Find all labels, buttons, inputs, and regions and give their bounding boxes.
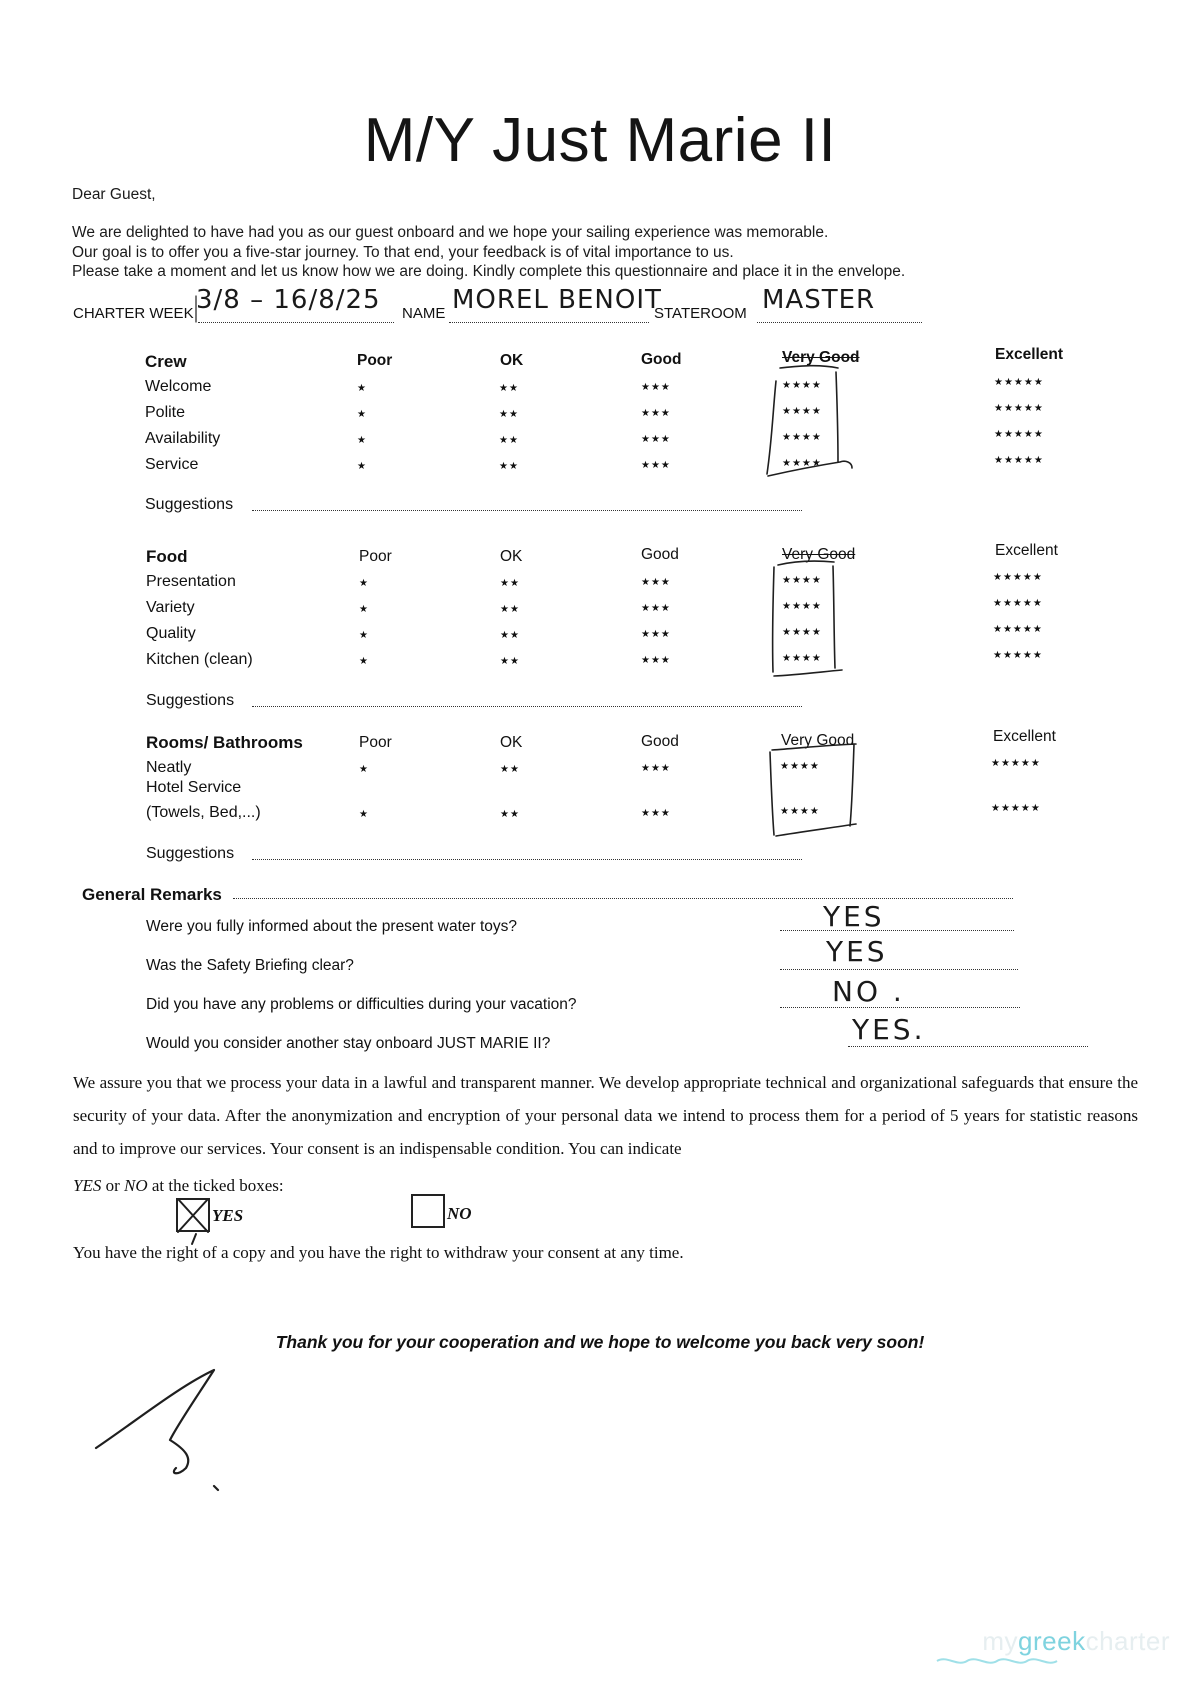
- rating-good[interactable]: ★★★: [641, 603, 671, 614]
- answer-line[interactable]: [780, 930, 1014, 931]
- general-remarks-heading: General Remarks: [82, 885, 222, 904]
- intro-line-2: Our goal is to offer you a five-star journey. To that end, your feedback is of vital importance to us.: [72, 244, 734, 261]
- rating-very-good[interactable]: ★★★★: [782, 432, 822, 443]
- section-heading: Crew: [145, 352, 187, 371]
- rating-excellent[interactable]: ★★★★★: [994, 377, 1044, 388]
- charter-week-label: CHARTER WEEK: [73, 305, 194, 322]
- rating-ok[interactable]: ★★: [500, 656, 520, 667]
- rating-good[interactable]: ★★★: [641, 434, 671, 445]
- answer-line[interactable]: [848, 1046, 1088, 1047]
- rating-good[interactable]: ★★★: [641, 763, 671, 774]
- or-word: or: [105, 1176, 120, 1195]
- rating-very-good[interactable]: ★★★★: [782, 653, 822, 664]
- column-ok: OK: [500, 352, 524, 369]
- rating-very-good[interactable]: ★★★★: [782, 458, 822, 469]
- yes-checkbox[interactable]: [176, 1198, 210, 1232]
- salutation: Dear Guest,: [72, 186, 156, 203]
- rating-poor[interactable]: ★: [359, 630, 369, 641]
- row-label-polite: Polite: [145, 404, 186, 421]
- rating-ok[interactable]: ★★: [500, 809, 520, 820]
- rating-very-good[interactable]: ★★★★: [782, 601, 822, 612]
- yes-word: YES: [73, 1176, 102, 1195]
- column-good: Good: [641, 351, 682, 368]
- suggestions-line[interactable]: [252, 706, 802, 707]
- column-excellent: Excellent: [995, 346, 1064, 363]
- question-another-stay: Would you consider another stay onboard JUST MARIE II?: [146, 1035, 551, 1052]
- question-water-toys: Were you fully informed about the present water toys?: [146, 918, 518, 935]
- rating-poor[interactable]: ★: [359, 604, 369, 615]
- rating-ok[interactable]: ★★: [500, 764, 520, 775]
- column-ok: OK: [500, 548, 523, 565]
- rating-poor[interactable]: ★: [359, 656, 369, 667]
- suggestions-label: Suggestions: [145, 496, 234, 513]
- rating-poor[interactable]: ★: [359, 764, 369, 775]
- column-very-good: Very Good: [782, 349, 860, 366]
- rating-ok[interactable]: ★★: [499, 461, 519, 472]
- document-title: M/Y Just Marie II: [363, 106, 837, 175]
- rating-very-good[interactable]: ★★★★: [782, 575, 822, 586]
- column-excellent: Excellent: [993, 728, 1056, 745]
- rating-poor[interactable]: ★: [357, 409, 367, 420]
- row-label-presentation: Presentation: [146, 573, 236, 590]
- rating-excellent[interactable]: ★★★★★: [991, 803, 1041, 814]
- row-label-kitchen: Kitchen (clean): [146, 651, 253, 668]
- rating-excellent[interactable]: ★★★★★: [993, 650, 1043, 661]
- question-problems: Did you have any problems or difficulties during your vacation?: [146, 996, 577, 1013]
- column-very-good: Very Good: [782, 546, 856, 563]
- no-word: NO: [124, 1176, 148, 1195]
- consent-indicate-line: [73, 1176, 284, 1196]
- watermark-my: my: [982, 1626, 1019, 1656]
- rating-very-good[interactable]: ★★★★: [782, 406, 822, 417]
- rating-excellent[interactable]: ★★★★★: [994, 403, 1044, 414]
- rating-poor[interactable]: ★: [357, 435, 367, 446]
- answer-another-stay[interactable]: YES.: [852, 1013, 926, 1046]
- stateroom-label: STATEROOM: [654, 305, 747, 322]
- watermark-charter: charter: [1085, 1626, 1170, 1656]
- intro-line-1: We are delighted to have had you as our guest onboard and we hope your sailing experience was memorable.: [72, 224, 829, 241]
- rating-good[interactable]: ★★★: [641, 808, 671, 819]
- row-label-service: Service: [145, 456, 199, 473]
- column-very-good: Very Good: [781, 732, 855, 749]
- rating-poor[interactable]: ★: [359, 809, 369, 820]
- rating-very-good[interactable]: ★★★★: [782, 380, 822, 391]
- row-label-welcome: Welcome: [145, 378, 212, 395]
- column-poor: Poor: [359, 548, 392, 565]
- rating-excellent[interactable]: ★★★★★: [993, 624, 1043, 635]
- row-label-neatly: Neatly: [146, 759, 192, 776]
- answer-line[interactable]: [780, 969, 1018, 970]
- consent-paragraph: We assure you that we process your data in a lawful and transparent manner. We develop appropriate technical and organizational safeguards that ensure the security of your data. After the anonymization and encryption of your personal data we intend to process them for a period of 5 years for statistic reasons and to improve our services. Your consent is an indispensable condition. You can indicate: [73, 1073, 1138, 1158]
- watermark-logo: [982, 1626, 1170, 1657]
- intro-line-3: Please take a moment and let us know how we are doing. Kindly complete this questionnaire and place it in the envelope.: [72, 263, 906, 280]
- row-label-quality: Quality: [146, 625, 196, 642]
- watermark-greek: greek: [1018, 1626, 1086, 1656]
- rating-excellent[interactable]: ★★★★★: [991, 758, 1041, 769]
- yes-checkbox-label: YES: [212, 1206, 244, 1225]
- no-checkbox[interactable]: [411, 1194, 445, 1228]
- rating-good[interactable]: ★★★: [641, 408, 671, 419]
- rooms-selection-box: [770, 744, 856, 836]
- rating-very-good[interactable]: ★★★★: [782, 627, 822, 638]
- rights-text: You have the right of a copy and you have the right to withdraw your consent at any time.: [73, 1243, 684, 1262]
- charter-week-value[interactable]: 3/8 – 16/8/25: [196, 285, 381, 315]
- name-value[interactable]: MOREL BENOIT: [452, 285, 662, 315]
- rating-good[interactable]: ★★★: [641, 382, 671, 393]
- column-good: Good: [641, 546, 679, 563]
- ticked-boxes-text: at the ticked boxes:: [151, 1176, 284, 1195]
- section-heading: Rooms/ Bathrooms: [146, 733, 303, 752]
- rating-good[interactable]: ★★★: [641, 655, 671, 666]
- rating-poor[interactable]: ★: [357, 461, 367, 472]
- rating-very-good[interactable]: ★★★★: [780, 806, 820, 817]
- column-poor: Poor: [359, 734, 392, 751]
- rating-ok[interactable]: ★★: [500, 578, 520, 589]
- answer-safety-briefing[interactable]: YES: [826, 935, 888, 968]
- row-label-towels-bed: (Towels, Bed,...): [146, 804, 261, 821]
- rating-good[interactable]: ★★★: [641, 460, 671, 471]
- question-safety-briefing: Was the Safety Briefing clear?: [146, 957, 354, 974]
- thank-you-note: Thank you for your cooperation and we hope to welcome you back very soon!: [275, 1332, 925, 1352]
- row-label-variety: Variety: [146, 599, 195, 616]
- stateroom-value[interactable]: MASTER: [762, 285, 876, 315]
- row-label-availability: Availability: [145, 430, 221, 447]
- rating-poor[interactable]: ★: [359, 578, 369, 589]
- watermark-wave-icon: [935, 1655, 1075, 1667]
- column-good: Good: [641, 733, 679, 750]
- rating-very-good[interactable]: ★★★★: [780, 761, 820, 772]
- rating-excellent[interactable]: ★★★★★: [993, 598, 1043, 609]
- rating-excellent[interactable]: ★★★★★: [994, 429, 1044, 440]
- rating-poor[interactable]: ★: [357, 383, 367, 394]
- no-checkbox-label: NO: [447, 1204, 472, 1223]
- rating-ok[interactable]: ★★: [499, 435, 519, 446]
- rating-ok[interactable]: ★★: [500, 630, 520, 641]
- row-label-hotel-service: Hotel Service: [146, 779, 242, 796]
- signature: [96, 1370, 218, 1490]
- rating-ok[interactable]: ★★: [499, 383, 519, 394]
- rating-ok[interactable]: ★★: [499, 409, 519, 420]
- suggestions-label: Suggestions: [146, 845, 235, 862]
- suggestions-line[interactable]: [252, 510, 802, 511]
- rating-excellent[interactable]: ★★★★★: [993, 572, 1043, 583]
- rating-good[interactable]: ★★★: [641, 577, 671, 588]
- suggestions-label: Suggestions: [146, 692, 235, 709]
- rating-ok[interactable]: ★★: [500, 604, 520, 615]
- answer-problems[interactable]: NO .: [832, 975, 905, 1008]
- column-poor: Poor: [357, 352, 393, 369]
- rating-excellent[interactable]: ★★★★★: [994, 455, 1044, 466]
- answer-water-toys[interactable]: YES: [823, 900, 885, 933]
- column-ok: OK: [500, 734, 523, 751]
- section-heading: Food: [146, 547, 188, 566]
- name-label: NAME: [402, 305, 446, 322]
- column-excellent: Excellent: [995, 542, 1058, 559]
- rating-good[interactable]: ★★★: [641, 629, 671, 640]
- suggestions-line[interactable]: [252, 859, 802, 860]
